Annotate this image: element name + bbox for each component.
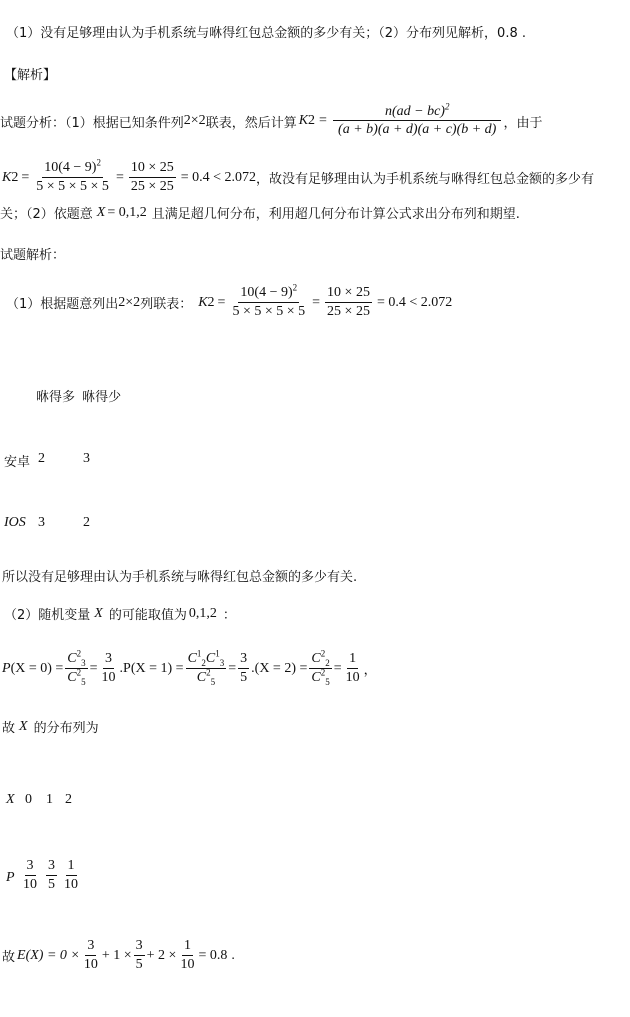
e-mid1: + 1 ×: [101, 947, 132, 963]
distribution-intro: [2, 717, 99, 736]
p-symbol: P: [2, 660, 11, 676]
analysis-after-formula: ，由于: [503, 115, 543, 131]
dist-p0-den: 10: [23, 877, 37, 893]
e-frac-3: [178, 938, 196, 973]
two-by-two: 2×2: [118, 294, 141, 310]
analysis-header: 【解析】: [4, 68, 57, 83]
dist-x-label: X: [6, 792, 15, 807]
p0-comb-fraction: [65, 648, 87, 687]
analysis-line3-a: 关；（2）依题意: [0, 207, 93, 222]
dist-p-0: [21, 858, 39, 893]
expectation-prefix: 故: [2, 950, 16, 966]
k-symbol: K: [298, 113, 309, 129]
p2-value: [344, 651, 362, 686]
analysis-lead2: 联表，然后计算: [205, 115, 297, 131]
contingency-header: 咻得多 咻得少: [36, 390, 122, 405]
conclusion-1: 所以没有足够理由认为手机系统与咻得红包总金额的多少有关.: [2, 570, 358, 585]
cell-android-few: 3: [83, 451, 90, 466]
k-value-square: 2: [292, 282, 298, 293]
c-sup: 2: [76, 648, 82, 659]
p2-num: 1: [347, 651, 358, 669]
dist-p2-num: 1: [66, 858, 77, 876]
k-mid-numerator: 10 × 25: [129, 160, 176, 178]
p1-value: [238, 651, 249, 686]
p2-comb-fraction: [309, 648, 331, 687]
dist-p2-den: 10: [64, 877, 78, 893]
k-mid-denominator: 25 × 25: [130, 179, 174, 195]
e-mid2: + 2 ×: [146, 947, 177, 963]
k-value-denominator: 5 × 5 × 5 × 5: [36, 179, 109, 195]
dist-p-1: [46, 858, 57, 893]
k-mid-fraction: [325, 285, 372, 320]
k-symbol: K: [198, 294, 208, 310]
two-by-two: 2×2: [183, 113, 206, 129]
k-formula-numerator: n(ad − bc): [384, 104, 445, 119]
c-sub: 3: [81, 657, 86, 668]
p1-num: 3: [238, 651, 249, 669]
k-result: = 0.4 < 2.072: [376, 294, 453, 310]
e-frac-2: [134, 938, 145, 973]
c-sub: 5: [81, 676, 86, 687]
equals-sign: =: [217, 294, 226, 310]
p1-den: 5: [240, 670, 248, 686]
comma: ，: [363, 663, 377, 679]
p0-lhs: (X = 0) =: [10, 660, 64, 676]
k-result: = 0.4 < 2.072: [180, 169, 257, 185]
k-value-fraction: [34, 157, 111, 195]
x-variable: X: [19, 718, 28, 734]
e-frac-1: [82, 938, 100, 973]
p0-num: 3: [103, 651, 114, 669]
k-value-numerator: 10(4 − 9): [44, 160, 97, 175]
c-sub: 3: [219, 657, 225, 668]
c-sub: 5: [210, 676, 216, 687]
analysis-line3-b: 且满足超几何分布，利用超几何分布计算公式求出分布列和期望.: [151, 207, 520, 222]
x-values: 0,1,2: [188, 605, 217, 621]
analysis-line2-tail: ，故没有足够理由认为手机系统与咻得红包总金额的多少有: [256, 172, 595, 188]
cell-ios-few: 2: [83, 515, 90, 530]
dist-intro-b: 的分布列为: [33, 721, 99, 736]
p1-lhs: .P(X = 1) =: [119, 660, 184, 676]
c-symbol: C: [311, 670, 321, 686]
k-value-square: 2: [96, 157, 101, 168]
dist-x-1: 1: [46, 792, 53, 807]
part1-line: （1）根据题意列出 2×2 列联表： K 2 = $\frac{10(4 - 9)^2}{5 \times 5 \times 5 \times 5}$ = $\frac{10 \times 25}{25 \times 25}$ = 0.4 < 2.072: [6, 282, 453, 320]
dist-p-2: [62, 858, 80, 893]
row-label-android: 安卓: [4, 455, 31, 470]
solution-header: 试题解析：: [0, 248, 66, 263]
analysis-line-3: [0, 203, 520, 222]
c-sup: 2: [320, 667, 326, 678]
part1-lead2: 列联表：: [140, 297, 193, 313]
c-sup: 1: [215, 648, 220, 659]
row-label-ios: IOS: [4, 515, 26, 530]
e1-num: 3: [85, 938, 96, 956]
dist-p0-num: 3: [25, 858, 36, 876]
equals-sign: =: [333, 660, 342, 676]
equals-sign: =: [21, 169, 30, 185]
equals-sign: =: [115, 169, 124, 185]
e-lhs: E(X) = 0 ×: [17, 947, 80, 963]
p2-lhs: .(X = 2) =: [251, 660, 308, 676]
p1-comb-fraction: [186, 648, 227, 687]
k-mid-fraction: [129, 160, 176, 195]
e3-num: 1: [182, 938, 193, 956]
c-symbol: C: [311, 651, 321, 666]
dist-x-0: 0: [25, 792, 32, 807]
c-symbol: C: [67, 651, 77, 666]
c-sup: 2: [76, 667, 82, 678]
k-mid-numerator: 10 × 25: [325, 285, 372, 303]
c-symbol: C: [196, 670, 207, 686]
c-symbol: C: [187, 651, 197, 666]
k-value-denominator: 5 × 5 × 5 × 5: [232, 304, 306, 320]
equals-sign: =: [228, 660, 237, 676]
cell-ios-many: 3: [38, 515, 45, 530]
part2-b: 的可能取值为: [108, 608, 187, 623]
dist-x-2: 2: [65, 792, 72, 807]
analysis-line-1: 试题分析：（1）根据已知条件列 2×2 联表，然后计算 K 2 = $\frac{n(ad - bc)^2}{(a + b)(a + d)(a + c)(b + d)}$ ，由于: [0, 101, 543, 138]
e-end: = 0.8: [198, 947, 228, 963]
e2-den: 5: [135, 957, 143, 973]
p0-den: 10: [101, 670, 116, 686]
analysis-line-2: K 2 = $\frac{10(4 - 9)^2}{5 \times 5 \times 5 \times 5}$ = $\frac{10 \times 25}{25 \times 25}$ = 0.4 < 2.072 ，故没有足够理由认为手机系统与咻得红包总金额的多少有: [2, 157, 595, 195]
cell-android-many: 2: [38, 451, 45, 466]
dist-intro-a: 故: [2, 721, 16, 736]
probability-line: [2, 648, 377, 687]
period: .: [231, 947, 235, 963]
part2-a: （2）随机变量: [4, 608, 91, 623]
part1-lead: （1）根据题意列出: [6, 297, 119, 313]
k-value-fraction: [230, 282, 307, 320]
part2-c: ：: [222, 608, 236, 623]
dist-p1-den: 5: [48, 877, 55, 893]
k-formula-fraction: [333, 101, 502, 138]
c-sup: 1: [196, 648, 202, 659]
c-sub: 2: [325, 657, 330, 668]
answer-line: （1）没有足够理由认为手机系统与咻得红包总金额的多少有关；（2）分布列见解析，0.8 .: [6, 26, 526, 41]
k-symbol: K: [2, 169, 12, 185]
c-symbol: C: [67, 670, 77, 686]
c-sup: 2: [320, 648, 326, 659]
k-value-numerator: 10(4 − 9): [240, 285, 293, 300]
c-sub: 2: [201, 657, 206, 668]
expectation-line: [2, 938, 235, 973]
c-sup: 2: [206, 667, 211, 678]
equals-sign: =: [319, 113, 327, 129]
x-variable: X: [94, 605, 103, 621]
k-formula-denominator: (a + b)(a + d)(a + c)(b + d): [338, 122, 497, 138]
e2-num: 3: [134, 938, 145, 956]
p0-value: [100, 651, 118, 686]
c-sub: 5: [325, 676, 330, 687]
equals-sign: =: [312, 294, 321, 310]
equals-sign: =: [89, 660, 98, 676]
part2-line: [4, 604, 236, 623]
k-mid-denominator: 25 × 25: [327, 304, 370, 320]
analysis-lead: 试题分析：（1）根据已知条件列: [0, 115, 184, 131]
dist-p-label: P: [6, 870, 15, 885]
e3-den: 10: [180, 957, 195, 973]
k-numerator-square: 2: [444, 101, 450, 112]
p2-den: 10: [345, 670, 360, 686]
dist-p1-num: 3: [46, 858, 57, 876]
c-symbol: C: [205, 651, 216, 666]
x-variable: X: [96, 204, 106, 220]
e1-den: 10: [83, 957, 98, 973]
x-values-eq: = 0,1,2: [107, 204, 147, 220]
